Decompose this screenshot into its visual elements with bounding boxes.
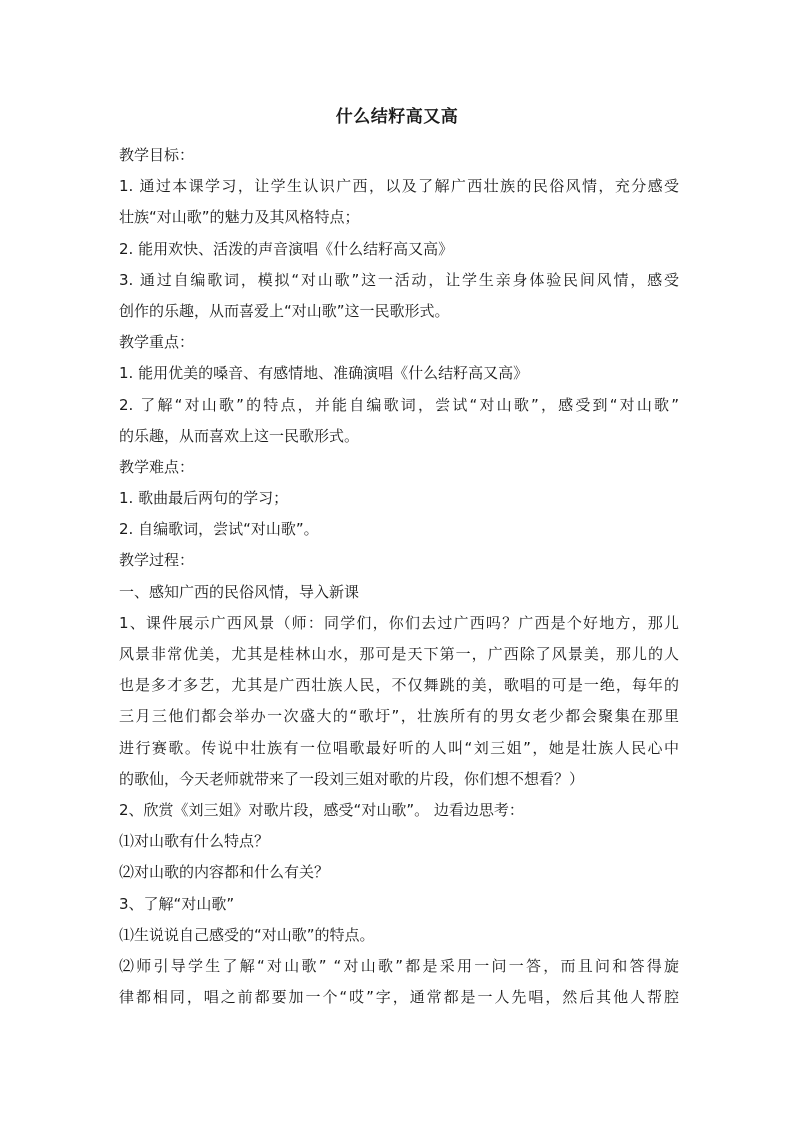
document-line: ⑵师引导学生了解“对山歌” “对山歌”都是采用一问一答，而且问和答得旋 — [119, 956, 679, 975]
document-line: 三月三他们都会举办一次盛大的“歌圩”，壮族所有的男女老少都会聚集在那里 — [119, 707, 679, 726]
document-line: 风景非常优美，尤其是桂林山水，那可是天下第一，广西除了风景美，那儿的人 — [119, 645, 679, 663]
document-line: 1. 能用优美的嗓音、有感情地、准确演唱《什么结籽高又高》 — [119, 364, 529, 383]
document-line: 教学难点： — [119, 457, 195, 476]
document-line: 1、课件展示广西风景（师：同学们，你们去过广西吗？广西是个好地方，那儿 — [119, 613, 679, 632]
document-line: 也是多才多艺，尤其是广西壮族人民，不仅舞跳的美，歌唱的可是一绝，每年的 — [119, 676, 679, 695]
document-line: 的歌仙，今天老师就带来了一段刘三姐对歌的片段，你们想不想看？） — [119, 769, 585, 788]
document-line: 进行赛歌。传说中壮族有一位唱歌最好听的人叫“刘三姐”，她是壮族人民心中 — [119, 738, 679, 757]
document-line: 1. 歌曲最后两句的学习； — [119, 489, 289, 508]
document-line: 教学重点： — [119, 333, 195, 352]
document-line: ⑴对山歌有什么特点？ — [119, 832, 270, 851]
document-line: 2. 了解“对山歌”的特点，并能自编歌词，尝试“对山歌”，感受到“对山歌” — [119, 395, 679, 414]
document-line: 3. 通过自编歌词，模拟“对山歌”这一活动，让学生亲身体验民间风情，感受 — [119, 270, 679, 289]
document-line: 的乐趣，从而喜欢上这一民歌形式。 — [119, 426, 360, 445]
document-title: 什么结籽高又高 — [335, 107, 459, 127]
document-line: ⑴生说说自己感受的“对山歌”的特点。 — [119, 925, 375, 944]
document-line: 2. 自编歌词，尝试“对山歌”。 — [119, 520, 319, 539]
document-line: 壮族“对山歌”的魅力及其风格特点； — [119, 208, 360, 227]
document-line: 创作的乐趣，从而喜爱上“对山歌”这一民歌形式。 — [119, 301, 450, 320]
document-line: 3、了解“对山歌” — [119, 894, 235, 913]
document-line: 教学过程： — [119, 551, 195, 570]
document-line: 2. 能用欢快、活泼的声音演唱《什么结籽高又高》 — [119, 239, 454, 258]
document-line: 律都相同，唱之前都要加一个“哎”字，通常都是一人先唱，然后其他人帮腔 — [119, 988, 679, 1007]
document-line: 教学目标： — [119, 146, 195, 164]
document-line: ⑵对山歌的内容都和什么有关？ — [119, 863, 330, 882]
document-line: 1. 通过本课学习，让学生认识广西，以及了解广西壮族的民俗风情，充分感受 — [119, 177, 679, 196]
document-line: 2、欣赏《刘三姐》对歌片段，感受“对山歌”。 边看边思考： — [119, 800, 524, 819]
document-line: 一、感知广西的民俗风情，导入新课 — [119, 582, 360, 601]
document-body — [119, 140, 679, 1013]
